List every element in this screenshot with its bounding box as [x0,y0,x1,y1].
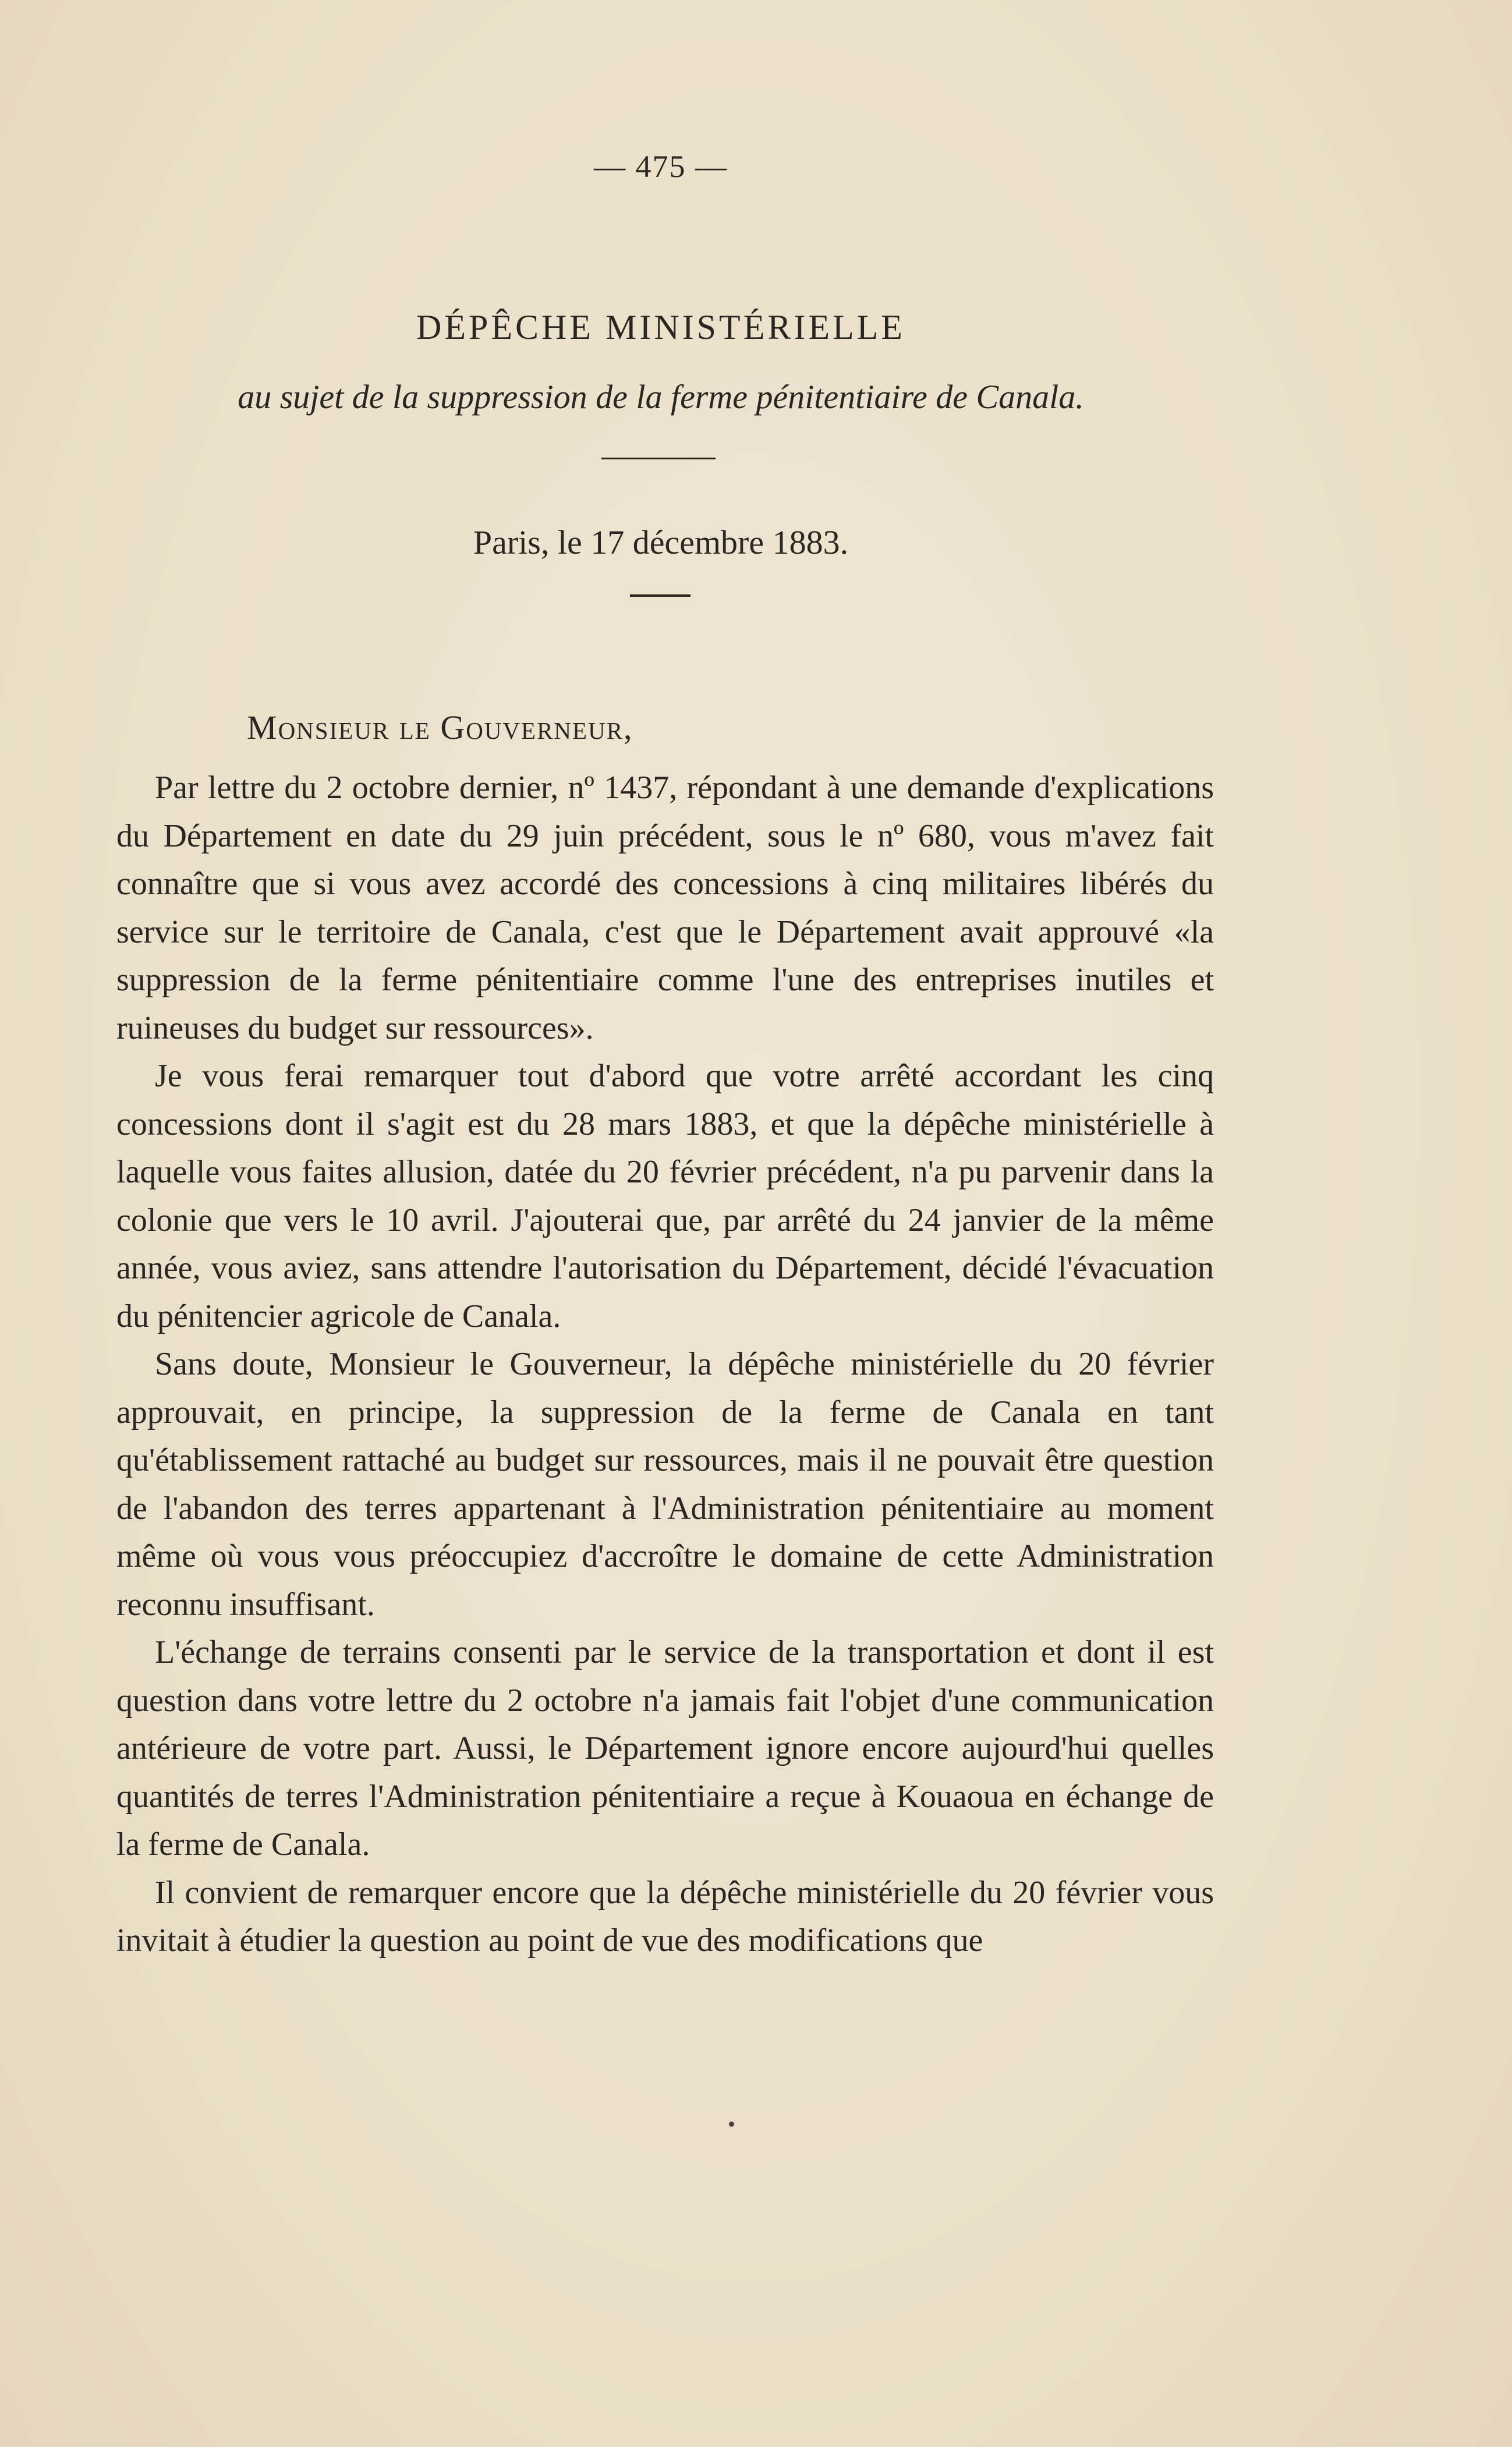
page-number: — 475 — [594,149,728,184]
paragraph: L'échange de terrains consenti par le service de la transportation et dont il est question dans votre lettre du 2 octobre n'a jamais fait l'objet d'une communication antérieure de votre part. Aussi, le Département ignore encore aujourd'hui quelles quantités de terres l'Administration pénitentiaire a reçue à Kouaoua en échange de la ferme de Canala. [116,1634,1214,1862]
paragraph: Je vous ferai remarquer tout d'abord que votre arrêté accordant les cinq concessions dont il s'agit est du 28 mars 1883, et que la dépêche ministérielle à laquelle vous faites allusion, datée du 20 février précédent, n'a pu parvenir dans la colonie que vers le 10 avril. J'ajouterai que, par arrêté du 24 janvier de la même année, vous aviez, sans attendre l'autorisation du Département, décidé l'évacuation du pénitencier agricole de Canala. [116,1058,1214,1334]
dateline: Paris, le 17 décembre 1883. [473,523,849,561]
paragraph: Sans doute, Monsieur le Gouverneur, la dépêche ministérielle du 20 février approuvait, en principe, la suppression de la ferme de Canala en tant qu'établissement rattaché au budget sur ressources, mais il ne pouvait être question de l'abandon des terres appartenant à l'Administration pénitentiaire au moment même où vous vous préoccupiez d'accroître le domaine de cette Administration reconnu insuffisant. [116,1346,1214,1623]
printer-mark-dot [729,2122,734,2127]
salutation: Monsieur le Gouverneur, [247,709,633,746]
paragraph: Par lettre du 2 octobre dernier, nº 1437, répondant à une demande d'explications du Département en date du 29 juin précédent, sous le nº 680, vous m'avez fait connaître que si vous avez accordé des concessions à cinq militaires libérés du service sur le territoire de Canala, c'est que le Département avait approuvé «la suppression de la ferme pénitentiaire comme l'une des entreprises inutiles et ruineuses du budget sur ressources». [116,770,1214,1046]
document-subtitle: au sujet de la suppression de la ferme pénitentiaire de Canala. [238,378,1084,416]
dateline-separator-rule [630,594,691,597]
paragraph: Il convient de remarquer encore que la dépêche ministérielle du 20 février vous invitait à étudier la question au point de vue des modifications que [116,1874,1214,1959]
title-separator-rule [601,458,716,459]
document-title: DÉPÊCHE MINISTÉRIELLE [416,308,905,346]
letter-body [116,764,1214,1965]
